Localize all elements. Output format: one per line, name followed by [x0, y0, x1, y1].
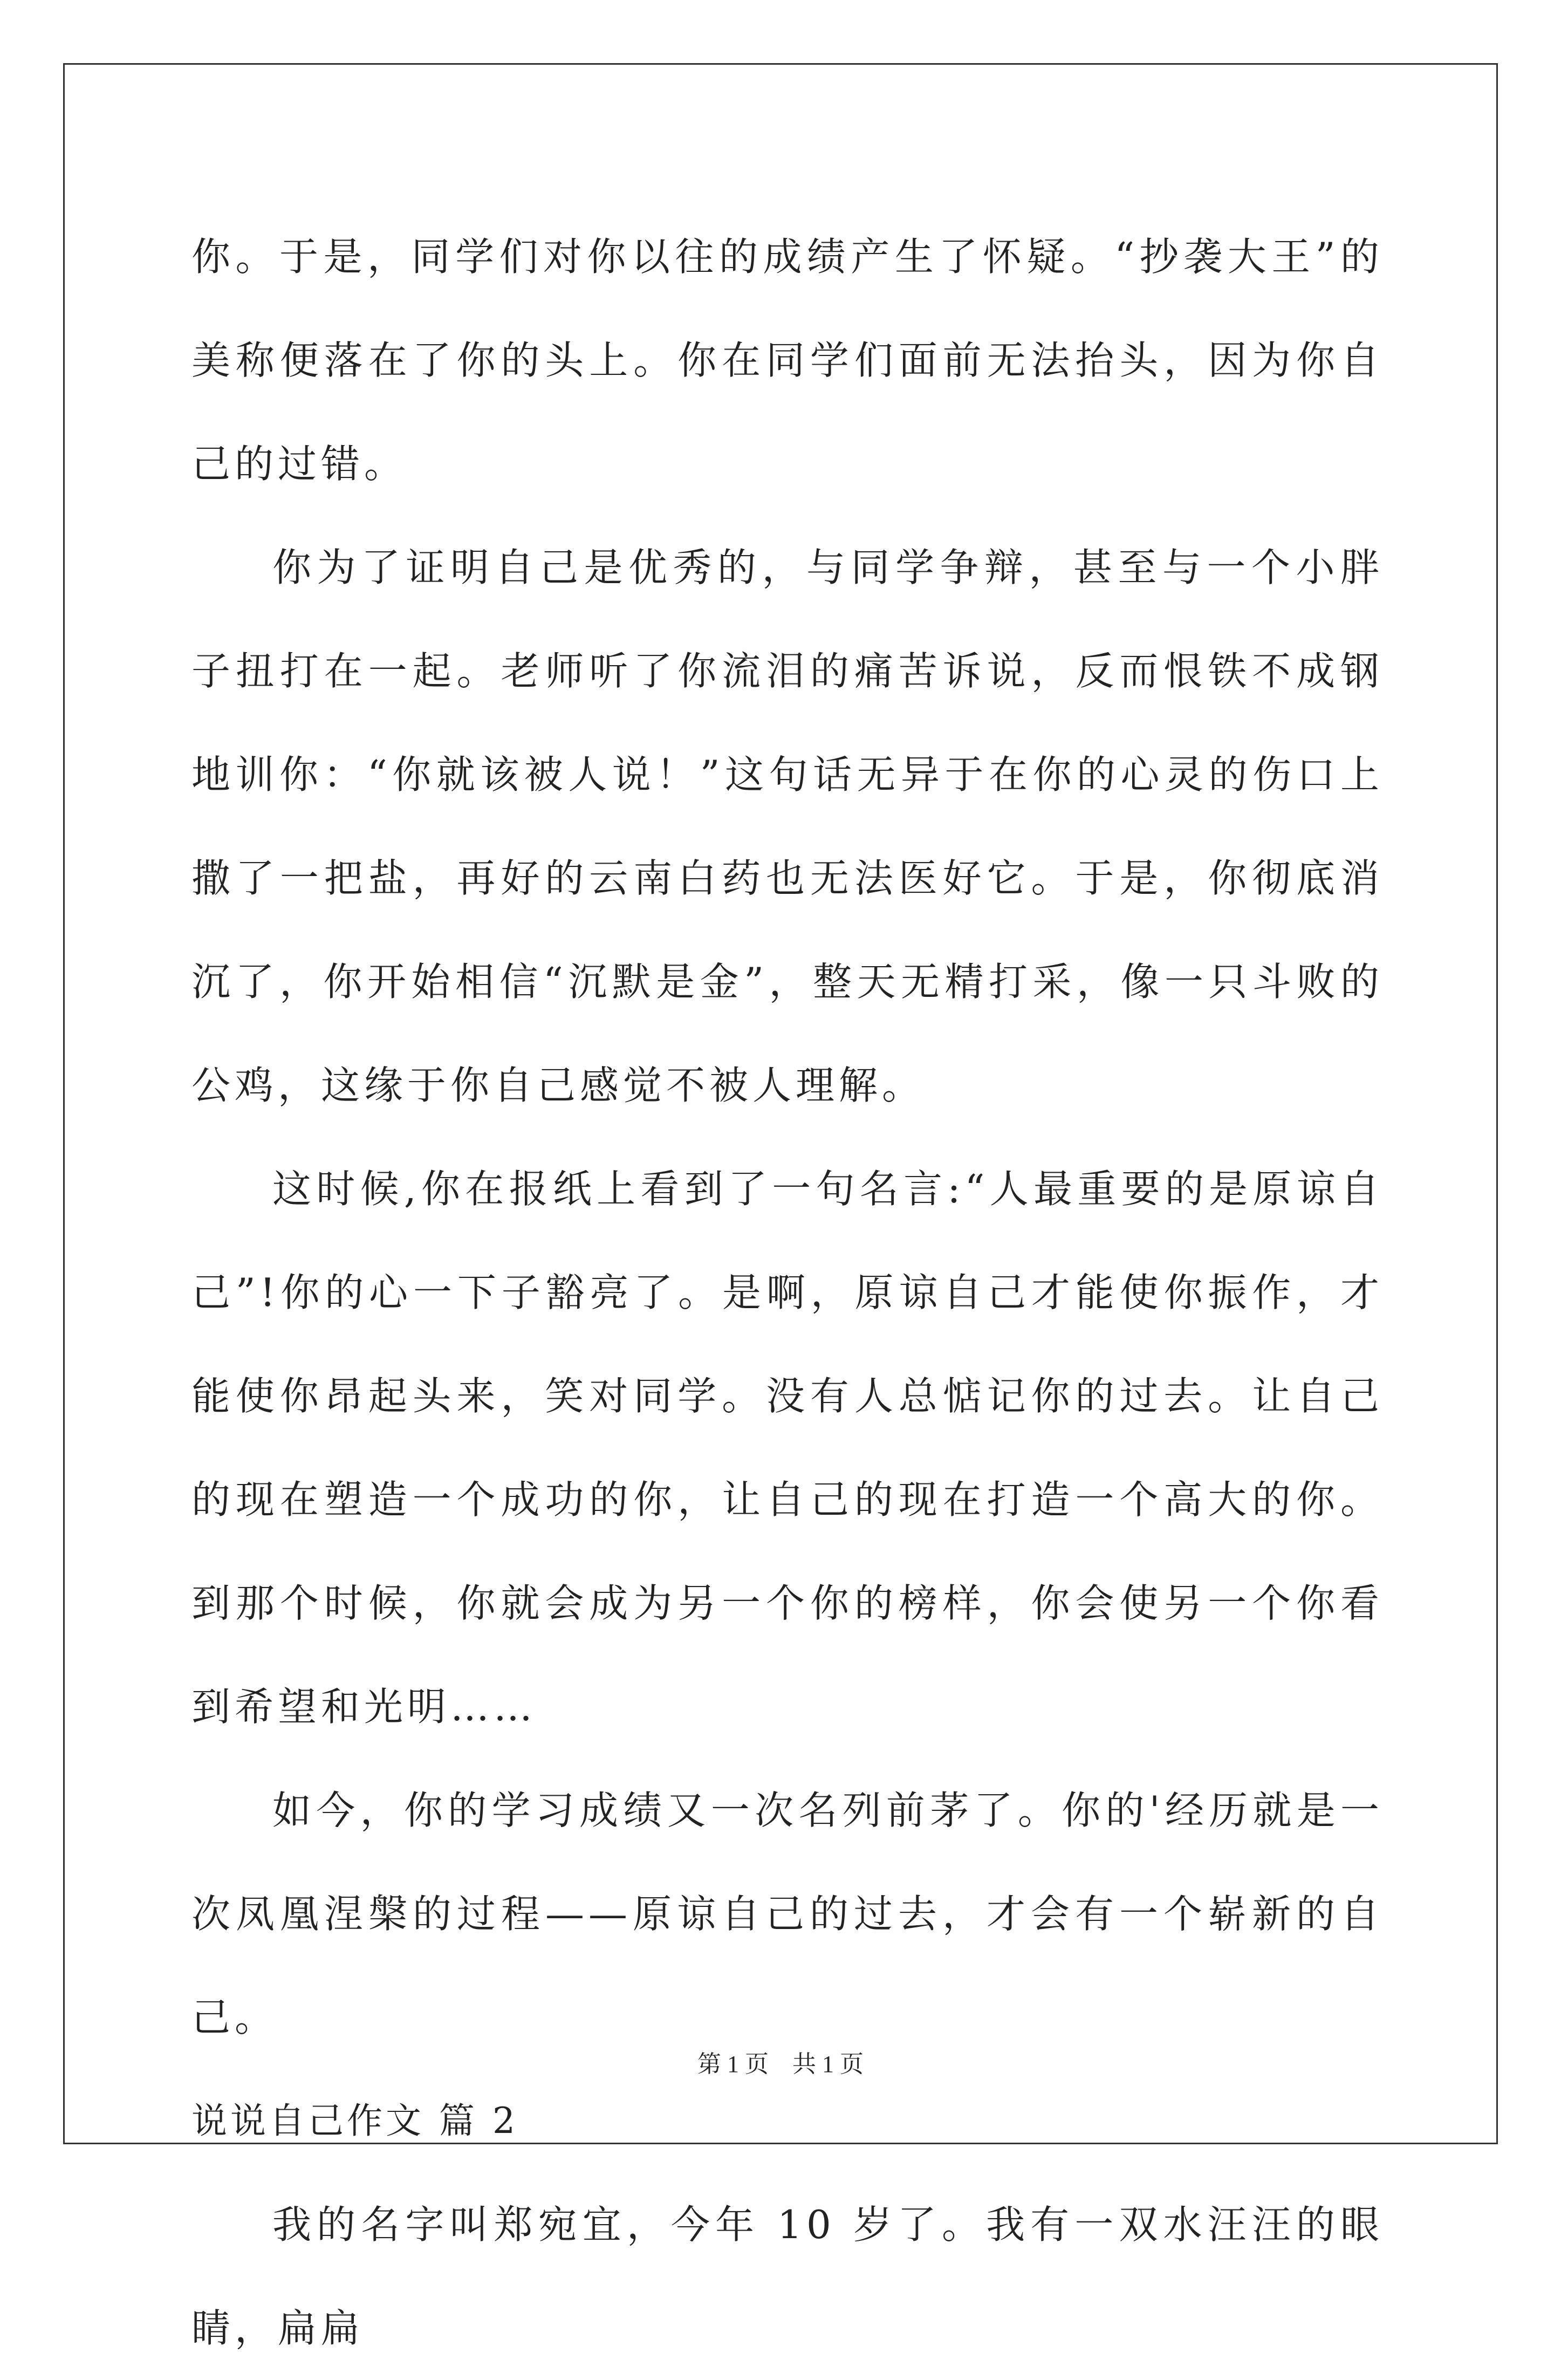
paragraph-4: 如今，你的学习成绩又一次名列前茅了。你的'经历就是一次凤凰涅槃的过程——原谅自己的过去，才会有一个崭新的自己。 [191, 1788, 1384, 2040]
page-footer: 第 1 页 共 1 页 [697, 2051, 864, 2077]
paragraph-3: 这时候,你在报纸上看到了一句名言:“人最重要的是原谅自己”!你的心一下子豁亮了。是啊，原谅自己才能使你振作，才能使你昂起头来，笑对同学。没有人总惦记你的过去。让自己的现在塑造一个成功的你，让自己的现在打造一个高大的你。到那个时候，你就会成为另一个你的榜样，你会使另一个你看到希望和光明…… [191, 1166, 1384, 1729]
section-heading: 说说自己作文 篇 2 [191, 2100, 518, 2142]
paragraph-2: 你为了证明自己是优秀的，与同学争辩，甚至与一个小胖子扭打在一起。老师听了你流泪的痛苦诉说，反而恨铁不成钢地训你：“你就该被人说！”这句话无异于在你的心灵的伤口上撒了一把盐，再好的云南白药也无法医好它。于是，你彻底消沉了，你开始相信“沉默是金”，整天无精打采，像一只斗败的公鸡，这缘于你自己感觉不被人理解。 [191, 545, 1384, 1108]
paragraph-5: 我的名字叫郑宛宜，今年 10 岁了。我有一双水汪汪的眼睛，扁扁 [191, 2202, 1384, 2351]
paragraph-1: 你。于是，同学们对你以往的成绩产生了怀疑。“抄袭大王”的美称便落在了你的头上。你在同学们面前无法抬头，因为你自己的过错。 [191, 234, 1384, 487]
